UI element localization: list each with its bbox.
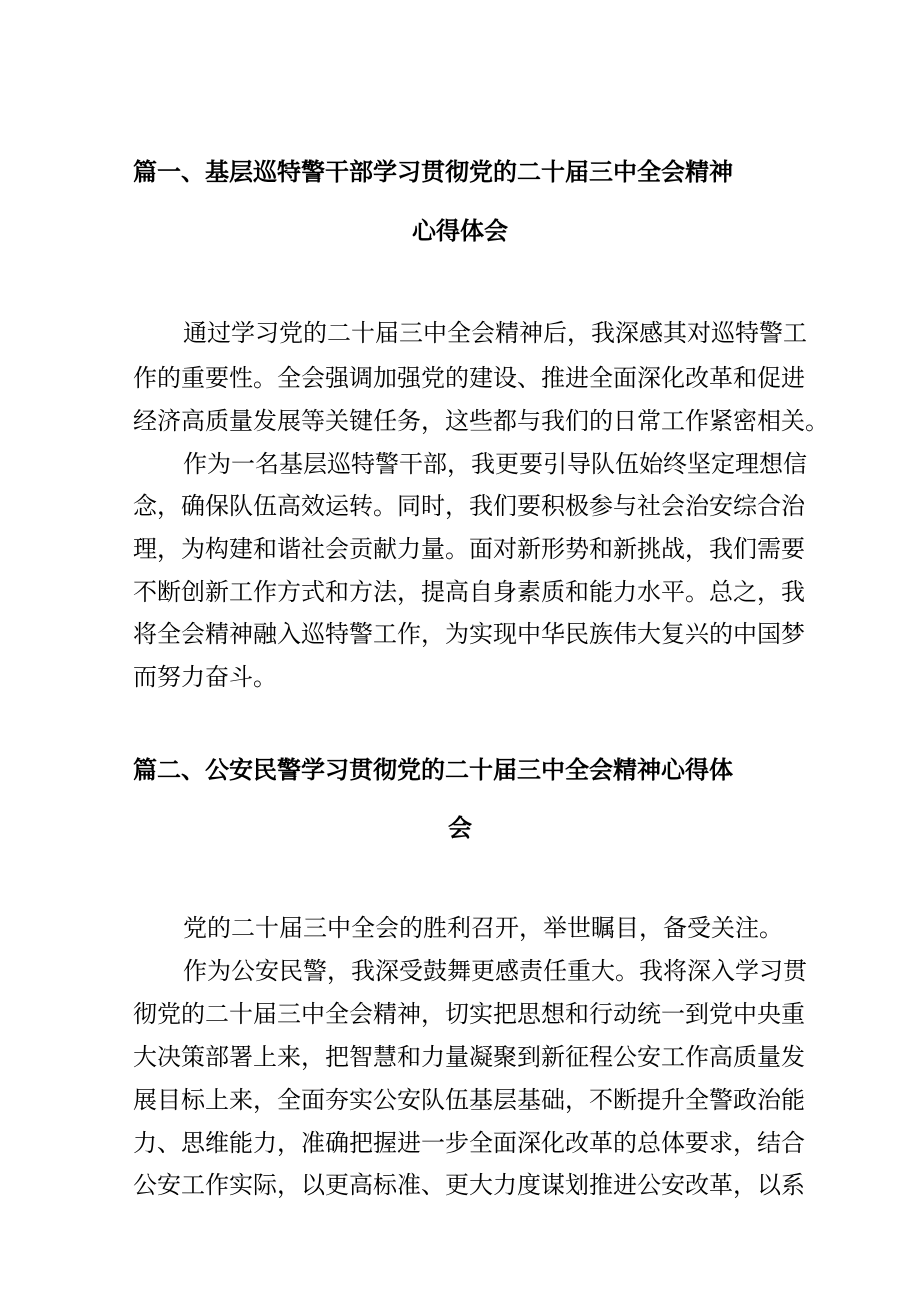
paragraph-line: 将全会精神融入巡特警工作，为实现中华民族伟大复兴的中国梦 bbox=[133, 620, 805, 648]
paragraph-line: 展目标上来，全面夯实公安队伍基层基础，不断提升全警政治能 bbox=[133, 1086, 805, 1114]
paragraph-line: 不断创新工作方式和方法，提高自身素质和能力水平。总之，我 bbox=[133, 578, 805, 606]
paragraph-line: 念，确保队伍高效运转。同时，我们要积极参与社会治安综合治 bbox=[133, 492, 805, 520]
paragraph-line: 通过学习党的二十届三中全会精神后，我深感其对巡特警工 bbox=[183, 319, 807, 347]
section-1-title-line-1: 篇一、基层巡特警干部学习贯彻党的二十届三中全会精神 bbox=[133, 158, 733, 186]
paragraph-line: 作的重要性。全会强调加强党的建设、推进全面深化改革和促进 bbox=[133, 364, 805, 392]
paragraph-line: 党的二十届三中全会的胜利召开，举世瞩目，备受关注。 bbox=[183, 914, 783, 942]
section-2-title-line-1: 篇二、公安民警学习贯彻党的二十届三中全会精神心得体 bbox=[133, 756, 733, 784]
paragraph-line: 公安工作实际，以更高标准、更大力度谋划推进公安改革，以系 bbox=[133, 1171, 805, 1199]
paragraph-line: 彻党的二十届三中全会精神，切实把思想和行动统一到党中央重 bbox=[133, 1000, 805, 1028]
paragraph-line: 力、思维能力，准确把握进一步全面深化改革的总体要求，结合 bbox=[133, 1129, 805, 1157]
paragraph-line: 理，为构建和谐社会贡献力量。面对新形势和新挑战，我们需要 bbox=[133, 535, 805, 563]
paragraph-line: 大决策部署上来，把智慧和力量凝聚到新征程公安工作高质量发 bbox=[133, 1043, 805, 1071]
section-2-title-line-2: 会 bbox=[448, 814, 472, 842]
paragraph-line: 作为一名基层巡特警干部，我更要引导队伍始终坚定理想信 bbox=[183, 450, 807, 478]
section-1-title-line-2: 心得体会 bbox=[412, 217, 508, 245]
paragraph-line: 经济高质量发展等关键任务，这些都与我们的日常工作紧密相关。 bbox=[133, 407, 829, 435]
paragraph-line: 作为公安民警，我深受鼓舞更感责任重大。我将深入学习贯 bbox=[183, 957, 807, 985]
paragraph-line: 而努力奋斗。 bbox=[133, 663, 277, 691]
